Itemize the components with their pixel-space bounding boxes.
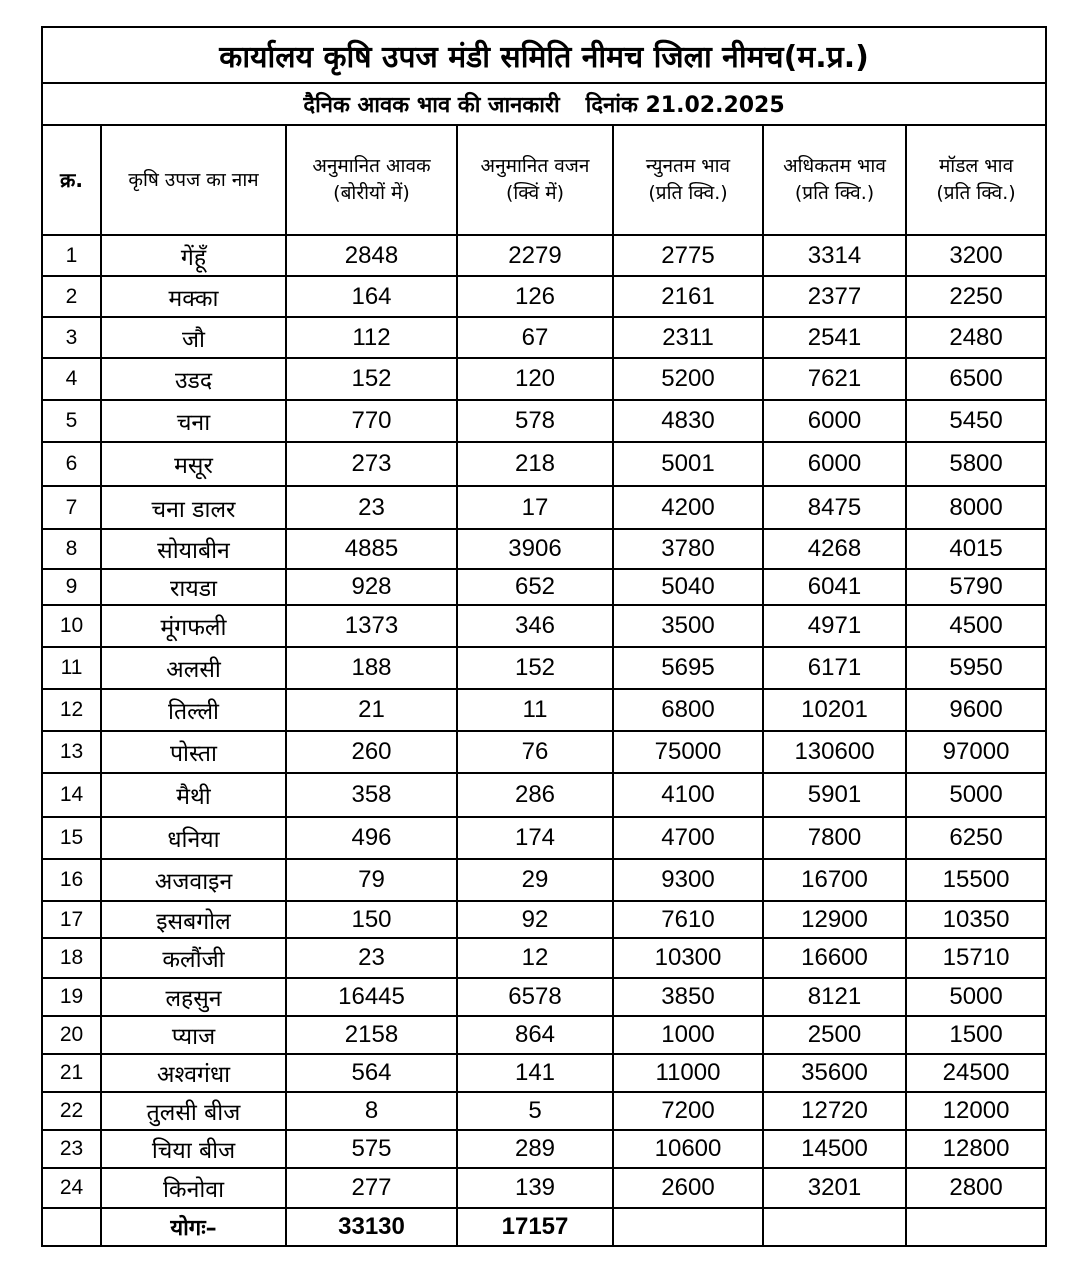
row-serial: 18 — [42, 938, 101, 978]
row-modal-price: 5000 — [906, 978, 1046, 1016]
row-produce-name: किनोवा — [101, 1168, 286, 1208]
row-min-price: 1000 — [613, 1016, 763, 1054]
row-serial: 23 — [42, 1130, 101, 1168]
row-min-price: 75000 — [613, 731, 763, 773]
row-weight: 346 — [457, 605, 613, 647]
row-max-price: 7621 — [763, 358, 906, 400]
row-produce-name: पोस्ता — [101, 731, 286, 773]
row-weight: 286 — [457, 773, 613, 817]
row-weight: 152 — [457, 647, 613, 689]
col-serial: क्र. — [42, 125, 101, 235]
row-produce-name: मूंगफली — [101, 605, 286, 647]
row-min-price: 4830 — [613, 400, 763, 442]
row-serial: 7 — [42, 486, 101, 529]
row-arrival: 575 — [286, 1130, 457, 1168]
row-min-price: 2775 — [613, 235, 763, 276]
row-modal-price: 1500 — [906, 1016, 1046, 1054]
row-max-price: 35600 — [763, 1054, 906, 1092]
row-weight: 289 — [457, 1130, 613, 1168]
row-arrival: 4885 — [286, 529, 457, 569]
row-arrival: 16445 — [286, 978, 457, 1016]
row-min-price: 4700 — [613, 817, 763, 859]
row-arrival: 273 — [286, 442, 457, 486]
row-serial: 24 — [42, 1168, 101, 1208]
row-max-price: 12720 — [763, 1092, 906, 1130]
row-weight: 5 — [457, 1092, 613, 1130]
row-max-price: 16700 — [763, 859, 906, 901]
row-max-price: 6000 — [763, 442, 906, 486]
col-estimated-weight: अनुमानित वजन (क्विं में) — [457, 125, 613, 235]
row-serial: 4 — [42, 358, 101, 400]
row-arrival: 770 — [286, 400, 457, 442]
table-row — [42, 817, 1046, 859]
row-weight: 139 — [457, 1168, 613, 1208]
row-max-price: 4971 — [763, 605, 906, 647]
row-max-price: 5901 — [763, 773, 906, 817]
table-row — [42, 276, 1046, 317]
row-max-price: 3314 — [763, 235, 906, 276]
row-max-price: 10201 — [763, 689, 906, 731]
col-max-price: अधिकतम भाव (प्रति क्वि.) — [763, 125, 906, 235]
row-modal-price: 5790 — [906, 569, 1046, 605]
row-weight: 6578 — [457, 978, 613, 1016]
row-arrival: 152 — [286, 358, 457, 400]
row-produce-name: अजवाइन — [101, 859, 286, 901]
row-modal-price: 9600 — [906, 689, 1046, 731]
table-row — [42, 529, 1046, 569]
row-serial: 1 — [42, 235, 101, 276]
table-row — [42, 1016, 1046, 1054]
table-row — [42, 400, 1046, 442]
row-max-price: 8121 — [763, 978, 906, 1016]
row-arrival: 8 — [286, 1092, 457, 1130]
row-weight: 652 — [457, 569, 613, 605]
row-serial: 13 — [42, 731, 101, 773]
row-weight: 3906 — [457, 529, 613, 569]
row-weight: 120 — [457, 358, 613, 400]
row-serial: 3 — [42, 317, 101, 358]
col-produce-name: कृषि उपज का नाम — [101, 125, 286, 235]
row-modal-price: 12800 — [906, 1130, 1046, 1168]
table-row — [42, 647, 1046, 689]
row-modal-price: 5450 — [906, 400, 1046, 442]
row-modal-price: 5000 — [906, 773, 1046, 817]
row-produce-name: इसबगोल — [101, 901, 286, 938]
report-date: दिनांक 21.02.2025 — [585, 93, 785, 118]
row-serial: 20 — [42, 1016, 101, 1054]
row-arrival: 188 — [286, 647, 457, 689]
row-arrival: 21 — [286, 689, 457, 731]
row-arrival: 564 — [286, 1054, 457, 1092]
row-serial: 9 — [42, 569, 101, 605]
col-estimated-arrival: अनुमानित आवक (बोरीयों में) — [286, 125, 457, 235]
row-modal-price: 2480 — [906, 317, 1046, 358]
row-produce-name: उडद — [101, 358, 286, 400]
row-serial: 2 — [42, 276, 101, 317]
row-modal-price: 15710 — [906, 938, 1046, 978]
row-serial: 10 — [42, 605, 101, 647]
row-weight: 67 — [457, 317, 613, 358]
row-weight: 2279 — [457, 235, 613, 276]
row-min-price: 3780 — [613, 529, 763, 569]
row-produce-name: चना — [101, 400, 286, 442]
row-produce-name: मैथी — [101, 773, 286, 817]
row-arrival: 260 — [286, 731, 457, 773]
row-produce-name: मसूर — [101, 442, 286, 486]
row-weight: 92 — [457, 901, 613, 938]
row-min-price: 4200 — [613, 486, 763, 529]
table-row — [42, 605, 1046, 647]
row-serial: 22 — [42, 1092, 101, 1130]
row-arrival: 496 — [286, 817, 457, 859]
row-weight: 76 — [457, 731, 613, 773]
row-serial: 5 — [42, 400, 101, 442]
row-modal-price: 8000 — [906, 486, 1046, 529]
row-produce-name: गेंहूँ — [101, 235, 286, 276]
row-serial: 14 — [42, 773, 101, 817]
row-min-price: 5200 — [613, 358, 763, 400]
row-modal-price: 10350 — [906, 901, 1046, 938]
row-modal-price: 5950 — [906, 647, 1046, 689]
row-max-price: 2541 — [763, 317, 906, 358]
row-serial: 11 — [42, 647, 101, 689]
row-min-price: 7610 — [613, 901, 763, 938]
page-title: कार्यालय कृषि उपज मंडी समिति नीमच जिला नीमच(म.प्र.) — [42, 27, 1046, 83]
row-modal-price: 5800 — [906, 442, 1046, 486]
row-max-price: 3201 — [763, 1168, 906, 1208]
row-arrival: 150 — [286, 901, 457, 938]
row-modal-price: 15500 — [906, 859, 1046, 901]
row-weight: 126 — [457, 276, 613, 317]
table-row — [42, 1092, 1046, 1130]
row-min-price: 2311 — [613, 317, 763, 358]
row-serial: 15 — [42, 817, 101, 859]
row-min-price: 9300 — [613, 859, 763, 901]
row-arrival: 2848 — [286, 235, 457, 276]
table-row — [42, 901, 1046, 938]
totals-label: योगः– — [101, 1208, 286, 1246]
table-row — [42, 317, 1046, 358]
row-max-price: 2377 — [763, 276, 906, 317]
table-row — [42, 1168, 1046, 1208]
row-min-price: 3850 — [613, 978, 763, 1016]
row-max-price: 7800 — [763, 817, 906, 859]
row-produce-name: चिया बीज — [101, 1130, 286, 1168]
row-produce-name: चना डालर — [101, 486, 286, 529]
row-modal-price: 2800 — [906, 1168, 1046, 1208]
row-weight: 218 — [457, 442, 613, 486]
row-modal-price: 2250 — [906, 276, 1046, 317]
row-min-price: 5695 — [613, 647, 763, 689]
row-produce-name: रायडा — [101, 569, 286, 605]
col-modal-price: मॉडल भाव (प्रति क्वि.) — [906, 125, 1046, 235]
row-min-price: 2161 — [613, 276, 763, 317]
table-row — [42, 773, 1046, 817]
row-max-price: 8475 — [763, 486, 906, 529]
row-serial: 17 — [42, 901, 101, 938]
row-arrival: 2158 — [286, 1016, 457, 1054]
row-modal-price: 4015 — [906, 529, 1046, 569]
row-produce-name: जौ — [101, 317, 286, 358]
table-row — [42, 442, 1046, 486]
row-weight: 12 — [457, 938, 613, 978]
row-arrival: 79 — [286, 859, 457, 901]
row-serial: 19 — [42, 978, 101, 1016]
row-produce-name: अलसी — [101, 647, 286, 689]
row-modal-price: 6500 — [906, 358, 1046, 400]
mandi-price-sheet — [41, 26, 1045, 1247]
row-min-price: 3500 — [613, 605, 763, 647]
table-row — [42, 358, 1046, 400]
row-arrival: 1373 — [286, 605, 457, 647]
row-arrival: 164 — [286, 276, 457, 317]
row-min-price: 10600 — [613, 1130, 763, 1168]
row-max-price: 6041 — [763, 569, 906, 605]
row-max-price: 6000 — [763, 400, 906, 442]
row-min-price: 5001 — [613, 442, 763, 486]
table-row — [42, 569, 1046, 605]
row-serial: 16 — [42, 859, 101, 901]
row-min-price: 6800 — [613, 689, 763, 731]
table-row — [42, 938, 1046, 978]
row-max-price: 4268 — [763, 529, 906, 569]
table-row — [42, 689, 1046, 731]
row-modal-price: 97000 — [906, 731, 1046, 773]
price-table — [41, 26, 1047, 1247]
row-min-price: 2600 — [613, 1168, 763, 1208]
row-produce-name: सोयाबीन — [101, 529, 286, 569]
table-row — [42, 859, 1046, 901]
row-weight: 864 — [457, 1016, 613, 1054]
totals-row — [42, 1208, 1046, 1246]
row-arrival: 112 — [286, 317, 457, 358]
row-min-price: 4100 — [613, 773, 763, 817]
report-label: दैनिक आवक भाव की जानकारी — [303, 93, 560, 118]
row-max-price: 16600 — [763, 938, 906, 978]
row-weight: 578 — [457, 400, 613, 442]
row-arrival: 928 — [286, 569, 457, 605]
row-modal-price: 24500 — [906, 1054, 1046, 1092]
table-row — [42, 1130, 1046, 1168]
row-max-price: 14500 — [763, 1130, 906, 1168]
row-modal-price: 3200 — [906, 235, 1046, 276]
row-min-price: 11000 — [613, 1054, 763, 1092]
row-produce-name: प्याज — [101, 1016, 286, 1054]
row-serial: 8 — [42, 529, 101, 569]
report-subtitle — [42, 83, 1046, 125]
row-max-price: 12900 — [763, 901, 906, 938]
row-max-price: 6171 — [763, 647, 906, 689]
row-produce-name: लहसुन — [101, 978, 286, 1016]
total-weight: 17157 — [457, 1208, 613, 1246]
total-arrival: 33130 — [286, 1208, 457, 1246]
row-serial: 21 — [42, 1054, 101, 1092]
row-max-price: 2500 — [763, 1016, 906, 1054]
row-produce-name: अश्वगंधा — [101, 1054, 286, 1092]
row-min-price: 7200 — [613, 1092, 763, 1130]
table-row — [42, 1054, 1046, 1092]
row-weight: 141 — [457, 1054, 613, 1092]
row-serial: 12 — [42, 689, 101, 731]
row-produce-name: धनिया — [101, 817, 286, 859]
table-row — [42, 731, 1046, 773]
row-max-price: 130600 — [763, 731, 906, 773]
table-row — [42, 235, 1046, 276]
row-modal-price: 12000 — [906, 1092, 1046, 1130]
column-header-row — [42, 125, 1046, 235]
row-arrival: 277 — [286, 1168, 457, 1208]
row-produce-name: तिल्ली — [101, 689, 286, 731]
row-weight: 17 — [457, 486, 613, 529]
row-serial: 6 — [42, 442, 101, 486]
row-arrival: 23 — [286, 938, 457, 978]
row-modal-price: 6250 — [906, 817, 1046, 859]
table-row — [42, 486, 1046, 529]
row-arrival: 358 — [286, 773, 457, 817]
col-min-price: न्युनतम भाव (प्रति क्वि.) — [613, 125, 763, 235]
row-arrival: 23 — [286, 486, 457, 529]
row-produce-name: कलौंजी — [101, 938, 286, 978]
row-produce-name: तुलसी बीज — [101, 1092, 286, 1130]
row-min-price: 10300 — [613, 938, 763, 978]
row-weight: 174 — [457, 817, 613, 859]
price-table-body — [42, 235, 1046, 1208]
table-row — [42, 978, 1046, 1016]
row-weight: 29 — [457, 859, 613, 901]
row-modal-price: 4500 — [906, 605, 1046, 647]
row-min-price: 5040 — [613, 569, 763, 605]
row-produce-name: मक्का — [101, 276, 286, 317]
row-weight: 11 — [457, 689, 613, 731]
